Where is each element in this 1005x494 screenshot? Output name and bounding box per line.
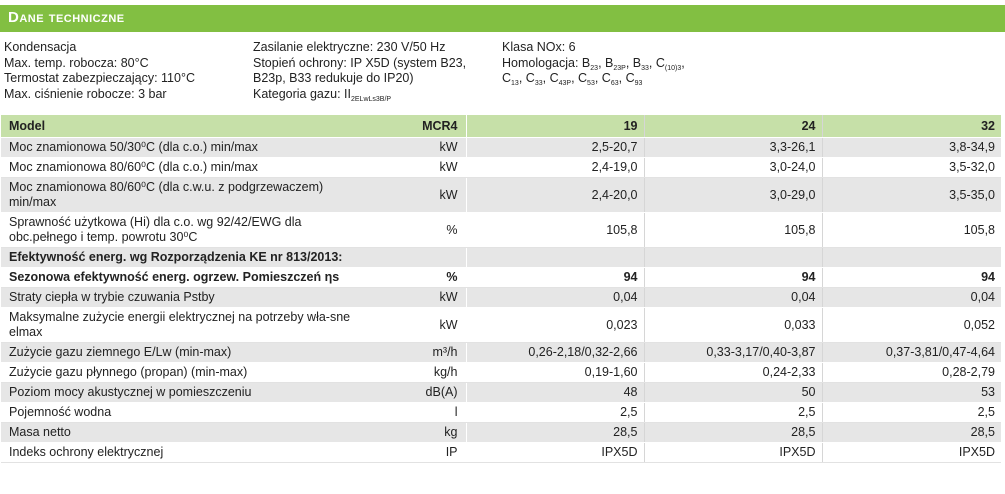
row-value: 50 bbox=[644, 383, 822, 403]
table-row bbox=[1, 268, 1001, 288]
row-value bbox=[822, 248, 1001, 268]
row-unit: % bbox=[356, 268, 466, 288]
header-series-label: MCR4 bbox=[356, 115, 466, 138]
row-value: 0,28-2,79 bbox=[822, 363, 1001, 383]
nox-class-text: Klasa NOx: 6 bbox=[502, 40, 576, 54]
row-value: 94 bbox=[822, 268, 1001, 288]
row-label: Zużycie gazu płynnego (propan) (min-max) bbox=[1, 363, 356, 383]
row-value: 3,5-32,0 bbox=[822, 158, 1001, 178]
row-label: Pojemność wodna bbox=[1, 403, 356, 423]
row-unit: l bbox=[356, 403, 466, 423]
row-label: Masa netto bbox=[1, 423, 356, 443]
row-value: 0,04 bbox=[822, 288, 1001, 308]
row-unit: kW bbox=[356, 308, 466, 343]
row-unit bbox=[356, 248, 466, 268]
row-unit: m³/h bbox=[356, 343, 466, 363]
gas-category-subscript: 2ELwLs3B/P bbox=[350, 95, 392, 103]
technical-data-table bbox=[1, 115, 1001, 463]
row-label: Sprawność użytkowa (Hi) dla c.o. wg 92/42/EWG dla obc.pełnego i temp. powrotu 30⁰C bbox=[1, 213, 356, 248]
row-value: 3,0-29,0 bbox=[644, 178, 822, 213]
row-unit: dB(A) bbox=[356, 383, 466, 403]
row-unit: kg bbox=[356, 423, 466, 443]
row-value: 105,8 bbox=[644, 213, 822, 248]
info-line: Termostat zabezpieczający: 110°C bbox=[4, 71, 195, 85]
row-value: 2,5 bbox=[466, 403, 644, 423]
row-value: 2,4-19,0 bbox=[466, 158, 644, 178]
row-value: 2,5 bbox=[644, 403, 822, 423]
homologation-code: $B_{33}$ bbox=[632, 55, 649, 72]
row-value: 28,5 bbox=[822, 423, 1001, 443]
row-value: 0,04 bbox=[644, 288, 822, 308]
row-value: 28,5 bbox=[466, 423, 644, 443]
header-model-24: 24 bbox=[644, 115, 822, 138]
row-label: Efektywność energ. wg Rozporządzenia KE nr 813/2013: bbox=[1, 248, 356, 268]
row-value: 0,24-2,33 bbox=[644, 363, 822, 383]
header-model-19: 19 bbox=[466, 115, 644, 138]
row-unit: kg/h bbox=[356, 363, 466, 383]
homologation-line1: Homologacja: $B_{23}$, $B_{23P}$, $B_{33}$, $C_{(10)3}$, bbox=[502, 55, 685, 72]
row-value: 0,33-3,17/0,40-3,87 bbox=[644, 343, 822, 363]
row-value: 3,5-35,0 bbox=[822, 178, 1001, 213]
row-value: 94 bbox=[466, 268, 644, 288]
row-label: Maksymalne zużycie energii elektrycznej na potrzeby wła-sne elmax bbox=[1, 308, 356, 343]
row-value: 0,19-1,60 bbox=[466, 363, 644, 383]
row-unit: kW bbox=[356, 158, 466, 178]
info-line: Max. temp. robocza: 80°C bbox=[4, 55, 149, 70]
table-row bbox=[1, 138, 1001, 158]
row-label: Straty ciepła w trybie czuwania Pstby bbox=[1, 288, 356, 308]
row-value bbox=[644, 248, 822, 268]
row-value: IPX5D bbox=[644, 443, 822, 463]
row-value: 2,5 bbox=[822, 403, 1001, 423]
row-value: 2,4-20,0 bbox=[466, 178, 644, 213]
info-column-electrical bbox=[253, 40, 466, 102]
section-header bbox=[0, 5, 1005, 32]
homologation-code: $C_{53}$ bbox=[578, 71, 595, 87]
row-unit: kW bbox=[356, 178, 466, 213]
protection-text-line1: Stopień ochrony: IP X5D (system B23, bbox=[253, 55, 467, 70]
homologation-line2: $C_{13}$, $C_{33}$, $C_{43P}$, $C_{53}$, $C_{63}$, $C_{93}$ bbox=[502, 71, 643, 87]
homologation-label: Homologacja: bbox=[502, 55, 579, 70]
row-value: 94 bbox=[644, 268, 822, 288]
row-label: Poziom mocy akustycznej w pomieszczeniu bbox=[1, 383, 356, 403]
row-value: 48 bbox=[466, 383, 644, 403]
homologation-code: $B_{23P}$ bbox=[605, 55, 626, 72]
row-label: Zużycie gazu ziemnego E/Lw (min-max) bbox=[1, 343, 356, 363]
row-unit: % bbox=[356, 213, 466, 248]
info-line: Kondensacja bbox=[4, 40, 77, 54]
row-value: 0,04 bbox=[466, 288, 644, 308]
homologation-code: $C_{93}$ bbox=[625, 71, 643, 87]
header-model-32: 32 bbox=[822, 115, 1001, 138]
table-row bbox=[1, 213, 1001, 248]
homologation-code: $C_{63}$ bbox=[601, 71, 619, 87]
homologation-code: $C_{(10)3}$ bbox=[655, 55, 682, 72]
row-label: Sezonowa efektywność energ. ogrzew. Pomieszczeń ηs bbox=[1, 268, 356, 288]
protection-text-line2: B23p, B33 redukuje do IP20) bbox=[253, 71, 414, 85]
row-unit: kW bbox=[356, 138, 466, 158]
row-value: 3,0-24,0 bbox=[644, 158, 822, 178]
row-value: 28,5 bbox=[644, 423, 822, 443]
homologation-code: $C_{43P}$ bbox=[549, 71, 572, 87]
table-row bbox=[1, 288, 1001, 308]
row-value: 0,033 bbox=[644, 308, 822, 343]
row-value: 0,052 bbox=[822, 308, 1001, 343]
table-row bbox=[1, 443, 1001, 463]
row-label: Indeks ochrony elektrycznej bbox=[1, 443, 356, 463]
row-value: IPX5D bbox=[822, 443, 1001, 463]
gas-category-text: Kategoria gazu: $II_{2ELwLs3B/P}$ bbox=[253, 86, 392, 103]
row-value: 105,8 bbox=[466, 213, 644, 248]
row-value: IPX5D bbox=[466, 443, 644, 463]
table-row bbox=[1, 158, 1001, 178]
row-value: 105,8 bbox=[822, 213, 1001, 248]
row-value: 0,37-3,81/0,47-4,64 bbox=[822, 343, 1001, 363]
row-value: 2,5-20,7 bbox=[466, 138, 644, 158]
row-value: 3,3-26,1 bbox=[644, 138, 822, 158]
row-unit: IP bbox=[356, 443, 466, 463]
table-row bbox=[1, 343, 1001, 363]
info-column-homologation bbox=[502, 40, 685, 87]
table-row bbox=[1, 423, 1001, 443]
row-unit: kW bbox=[356, 288, 466, 308]
section-title: Dane techniczne bbox=[8, 9, 125, 26]
homologation-code: $B_{23}$ bbox=[581, 55, 599, 72]
table-row bbox=[1, 403, 1001, 423]
table-header-row bbox=[1, 115, 1001, 138]
row-value: 0,023 bbox=[466, 308, 644, 343]
row-label: Moc znamionowa 50/30⁰C (dla c.o.) min/max bbox=[1, 138, 356, 158]
header-model-label: Model bbox=[1, 115, 356, 138]
info-column-general bbox=[4, 40, 195, 102]
table-row bbox=[1, 363, 1001, 383]
row-value: 3,8-34,9 bbox=[822, 138, 1001, 158]
row-label: Moc znamionowa 80/60⁰C (dla c.o.) min/max bbox=[1, 158, 356, 178]
homologation-code: $C_{13}$ bbox=[502, 71, 519, 87]
table-row bbox=[1, 178, 1001, 213]
info-line: Max. ciśnienie robocze: 3 bar bbox=[4, 86, 167, 101]
row-label: Moc znamionowa 80/60⁰C (dla c.w.u. z podgrzewaczem) min/max bbox=[1, 178, 356, 213]
table-row bbox=[1, 383, 1001, 403]
row-value bbox=[466, 248, 644, 268]
homologation-code: $C_{33}$ bbox=[525, 71, 543, 87]
power-supply-text: Zasilanie elektryczne: 230 V/50 Hz bbox=[253, 40, 446, 54]
row-value: 0,26-2,18/0,32-2,66 bbox=[466, 343, 644, 363]
row-value: 53 bbox=[822, 383, 1001, 403]
table-row bbox=[1, 308, 1001, 343]
table-row bbox=[1, 248, 1001, 268]
